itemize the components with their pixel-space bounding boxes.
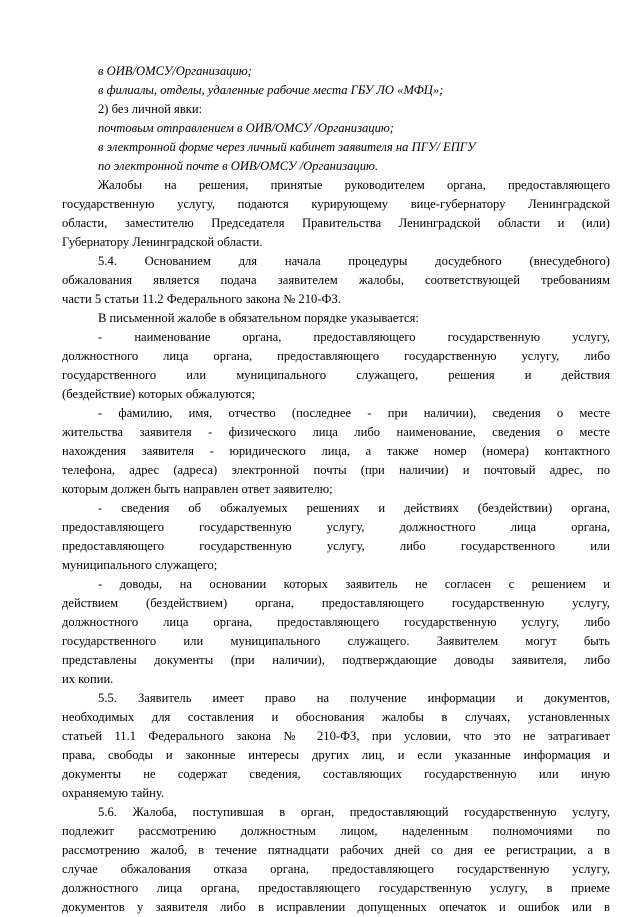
text-line: должностного лица органа, предоставляющего государственную услугу, либо	[62, 615, 610, 629]
text-line: части 5 статьи 11.2 Федерального закона № 210-ФЗ.	[62, 292, 341, 306]
text-line: должностного лица органа, предоставляющего государственную услугу, либо	[62, 349, 610, 363]
text-line: подлежит рассмотрению должностным лицом, наделенным полномочиями по	[62, 824, 610, 838]
text-line: - доводы, на основании которых заявитель не согласен с решением и	[98, 577, 610, 591]
text-line: жительства заявителя - физического лица либо наименование, сведения о месте	[62, 425, 610, 439]
text-line: телефона, адрес (адреса) электронной почты (при наличии) и почтовый адрес, по	[62, 463, 610, 477]
text-line: - наименование органа, предоставляющего государственную услугу,	[98, 330, 610, 344]
text-line: области, заместителю Председателя Правительства Ленинградской области и (или)	[62, 216, 610, 230]
text-line: должностного лица органа, предоставляющего государственную услугу, в приеме	[62, 881, 610, 895]
text-line: документы не содержат сведения, составляющих государственную или иную	[62, 767, 610, 781]
text-line: документов у заявителя либо в исправлении допущенных опечаток и ошибок или в	[62, 900, 610, 914]
text-line: в ОИВ/ОМСУ/Организацию;	[98, 64, 252, 78]
text-line: предоставляющего государственную услугу, должностного лица органа,	[62, 520, 610, 534]
text-line: В письменной жалобе в обязательном порядке указывается:	[98, 311, 419, 325]
text-line: нахождения заявителя - юридического лица, а также номер (номера) контактного	[62, 444, 610, 458]
text-line: представлены документы (при наличии), подтверждающие доводы заявителя, либо	[62, 653, 610, 667]
text-line: статьей 11.1 Федерального закона № 210-ФЗ, при условии, что это не затрагивает	[62, 729, 610, 743]
text-line: 5.5. Заявитель имеет право на получение информации и документов,	[98, 691, 610, 705]
text-line: по электронной почте в ОИВ/ОМСУ /Организацию.	[98, 159, 379, 173]
text-line: - сведения об обжалуемых решениях и действиях (бездействии) органа,	[98, 501, 610, 515]
text-line: права, свободы и законные интересы других лиц, и если указанные информация и	[62, 748, 610, 762]
text-line: 2) без личной явки:	[98, 102, 203, 116]
text-line: государственного или муниципального служащего, решения и действия	[62, 368, 610, 382]
text-line: муниципального служащего;	[62, 558, 218, 572]
text-line: государственную услугу, подаются курирующему вице-губернатору Ленинградской	[62, 197, 610, 211]
text-line: в электронной форме через личный кабинет заявителя на ПГУ/ ЕПГУ	[98, 140, 476, 154]
text-line: (бездействие) которых обжалуются;	[62, 387, 255, 401]
text-line: Жалобы на решения, принятые руководителем органа, предоставляющего	[98, 178, 610, 192]
text-line: предоставляющего государственную услугу, либо государственного или	[62, 539, 610, 553]
text-line: охраняемую тайну.	[62, 786, 165, 800]
text-line: их копии.	[62, 672, 114, 686]
text-line: почтовым отправлением в ОИВ/ОМСУ /Организацию;	[98, 121, 394, 135]
text-line: рассмотрению жалоб, в течение пятнадцати рабочих дней со дня ее регистрации, а в	[62, 843, 610, 857]
text-line: государственного или муниципального служащего. Заявителем могут быть	[62, 634, 610, 648]
text-line: необходимых для составления и обоснования жалобы в случаях, установленных	[62, 710, 610, 724]
text-line: Губернатору Ленинградской области.	[62, 235, 263, 249]
text-line: в филиалы, отделы, удаленные рабочие места ГБУ ЛО «МФЦ»;	[98, 83, 444, 97]
text-line: обжалования является подача заявителем жалобы, соответствующей требованиям	[62, 273, 610, 287]
text-line: действием (бездействием) органа, предоставляющего государственную услугу,	[62, 596, 610, 610]
text-line: которым должен быть направлен ответ заявителю;	[62, 482, 333, 496]
text-line: случае обжалования отказа органа, предоставляющего государственную услугу,	[62, 862, 610, 876]
text-line: 5.4. Основанием для начала процедуры досудебного (внесудебного)	[98, 254, 610, 268]
text-line: 5.6. Жалоба, поступившая в орган, предоставляющий государственную услугу,	[98, 805, 610, 819]
document-page	[62, 62, 610, 917]
text-line: - фамилию, имя, отчество (последнее - при наличии), сведения о месте	[98, 406, 610, 420]
